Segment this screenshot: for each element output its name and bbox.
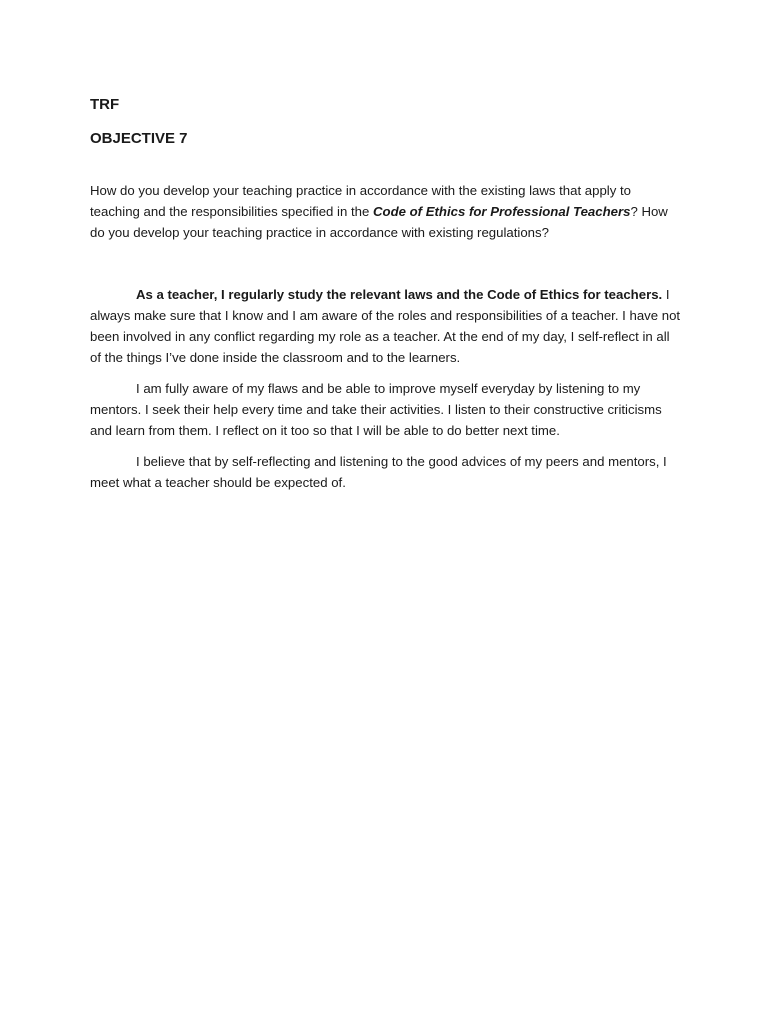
question-text-start: How do you develop your teaching practice in accordance with the existing laws that apply to teaching and the responsibilities specified in the <box>90 183 631 219</box>
document-title: TRF <box>90 96 120 113</box>
answer-lead-sentence: As a teacher, I regularly study the relevant laws and the Code of Ethics for teachers. <box>136 287 663 302</box>
code-of-ethics-title: Code of Ethics for Professional Teachers <box>372 204 631 219</box>
answer-paragraph-3: I believe that by self-reflecting and listening to the good advices of my peers and mentors, I meet what a teacher should be expected of. <box>90 454 667 490</box>
answer-paragraph-1-text: I always make sure that I know and I am aware of the roles and responsibilities of a teacher. I have not been involved in any conflict regarding my role as a teacher. At the end of my day, I self-reflect in all of the things I’ve done inside the classroom and to the learners. <box>90 287 681 365</box>
question-text-end: ? How do you develop your teaching practice in accordance with existing regulations? <box>90 204 668 240</box>
objective-heading: OBJECTIVE 7 <box>90 130 188 147</box>
answer-paragraph-1 <box>90 284 682 368</box>
document-body <box>90 94 682 503</box>
guide-question <box>90 180 682 243</box>
answer-paragraph-2: I am fully aware of my flaws and be able to improve myself everyday by listening to my mentors. I seek their help every time and take their activities. I listen to their constructive criticisms and learn from them. I reflect on it too so that I will be able to do better next time. <box>90 381 662 438</box>
